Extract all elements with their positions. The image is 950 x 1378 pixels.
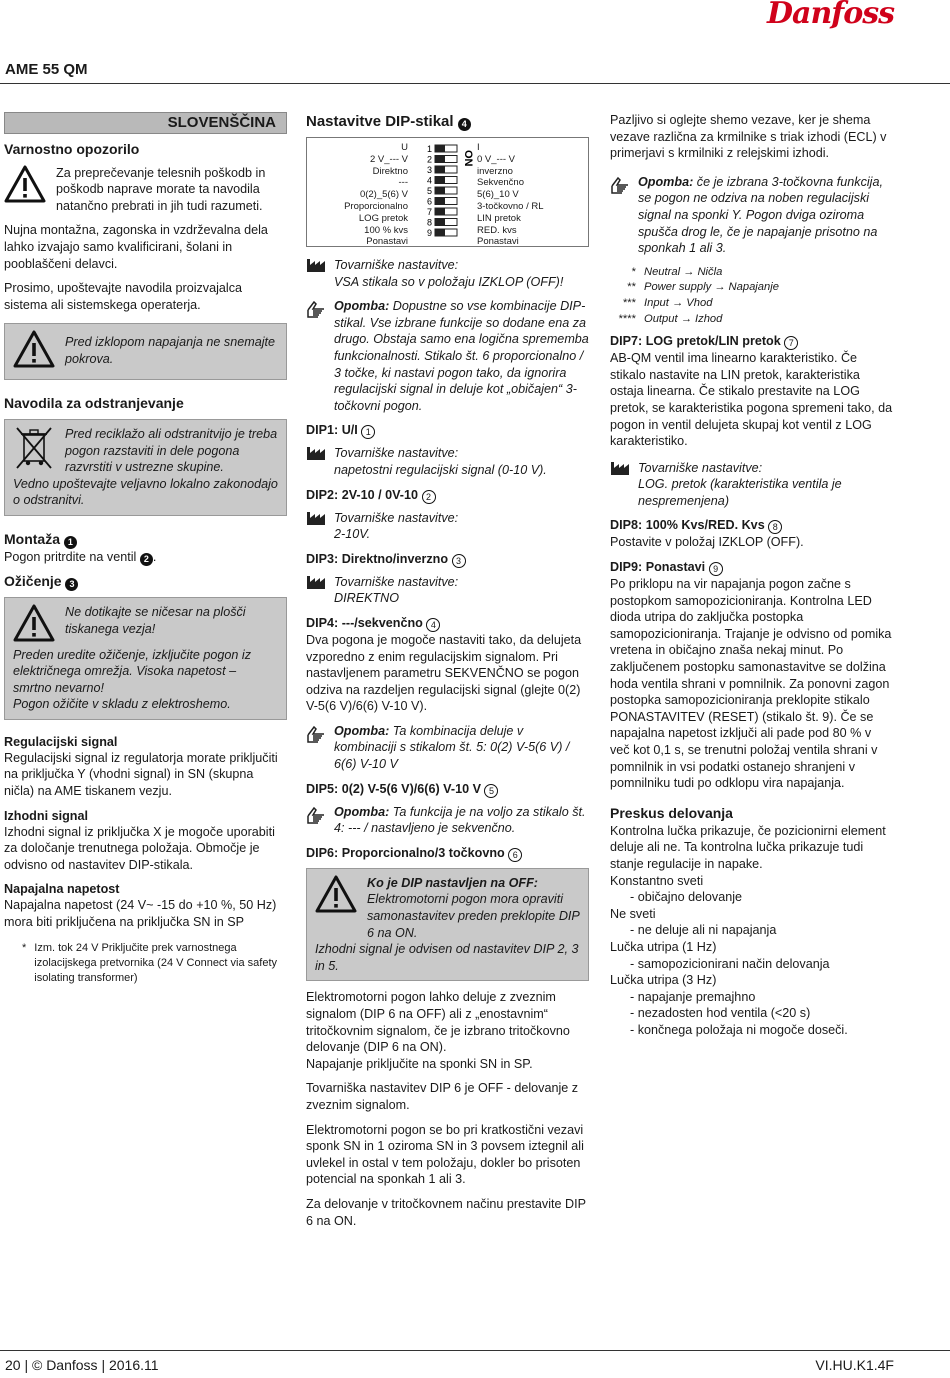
dip5-note: Opomba: Ta funkcija je na voljo za stikalo št. 4: --- / nastavljeno je sekvenčno. — [306, 804, 589, 837]
crossed-bin-icon — [13, 426, 55, 476]
dip6-paragraph-4: Elektromotorni pogon se bo pri kratkostični vezavi sponk SN in 1 oziroma SN in 3 povsem iztegnil ali uvlekel in ostal v tem položaju, dokler bo prisoten potencial na sponkah 1 ali 3. — [306, 1122, 584, 1187]
pointing-hand-icon — [306, 298, 328, 414]
brand-logo: Danfoss — [767, 0, 894, 31]
wiring-warning-2: Preden uredite ožičenje, izključite pogon iz električnega omrežja. Visoka napetost – smrtno nevarno! — [13, 647, 252, 695]
footnote: * Izm. tok 24 V Priključite prek varnostnega izolacijskega pretvornika (24 V Connect via safety isolating transformer) — [22, 941, 278, 984]
dip-right-label: 3-točkovno / RL — [477, 200, 544, 212]
step-number-badge: 4 — [458, 118, 471, 131]
dip-switch-figure — [306, 137, 589, 247]
dip7-title: DIP7: LOG pretok/LIN pretok 7 — [610, 333, 893, 350]
dip-switch-number: 6 — [427, 196, 433, 207]
column-1 — [4, 112, 287, 986]
dip-left-label: LOG pretok — [358, 212, 408, 224]
dip-left-label: Proporcionalno — [344, 200, 408, 212]
output-title: Izhodni signal — [4, 808, 88, 823]
legend-mark: **** — [618, 312, 636, 325]
dip6-paragraph-3: Tovarniška nastavitev DIP 6 je OFF - delovanje z zveznim signalom. — [306, 1081, 579, 1112]
legend-mark: * — [631, 265, 636, 278]
status-3: Lučka utripa (1 Hz) — [610, 939, 717, 954]
dip-switch-knob — [435, 187, 445, 194]
dip-right-labels — [477, 142, 544, 248]
status-4-detail-c: - končnega položaja ni mogoče doseči. — [630, 1022, 848, 1037]
footer-page-info: 20 | © Danfoss | 2016.11 — [5, 1357, 159, 1373]
dip4-text: Dva pogona je mogoče nastaviti tako, da delujeta vzporedno z enim regulacijskim signalom. Pri nastavljenem parametru SEKVENČNO se pogon odziva na razdeljen regulacijski signal (glejte 0(2) V-5(6 V)/6(6) V-10 V). — [306, 632, 582, 714]
doc-title: AME 55 QM — [5, 61, 88, 78]
dip-right-label: RED. kvs — [477, 224, 517, 236]
legend-row — [610, 280, 893, 296]
combo-note: Opomba: Dopustne so vse kombinacije DIP-stikal. Vse izbrane funkcije so dodane ena za drugo. Obstaja samo ena logična sprememba funkcionalnosti. Stikalo št. 6 proporcionalno / 3 točke, ki nastavi pogon tako, da ignorira regulacijski signal in deluje kot „običajen“ 3-točkovni pogon. — [306, 298, 589, 414]
factory-icon — [306, 510, 328, 543]
column-2 — [306, 112, 589, 1229]
disposal-text-2: Vedno upoštevajte veljavno lokalno zakonodajo o odstranitvi. — [13, 476, 278, 508]
status-1-detail: - običajno delovanje — [630, 890, 743, 905]
dip-switch-number: 1 — [427, 144, 433, 154]
safety-warning — [4, 165, 287, 215]
legend-row — [610, 265, 893, 281]
factory-icon — [306, 445, 328, 478]
dip-switch-number: 4 — [427, 175, 433, 186]
status-2-detail: - ne deluje ali ni napajanja — [630, 923, 777, 938]
mount-title: Montaža 1 — [4, 530, 287, 549]
dip2-title: DIP2: 2V-10 / 0V-10 2 — [306, 487, 589, 504]
step-number-badge: 3 — [65, 578, 78, 591]
dip4-title: DIP4: ---/sekvenčno 4 — [306, 615, 589, 632]
dip-switch-knob — [435, 229, 445, 236]
output-text: Izhodni signal iz priključka X je mogoče uporabiti za določanje trenutnega položaja. Območje je odvisno od nastavitev DIP-stikala. — [4, 824, 275, 872]
pointing-hand-icon — [610, 174, 632, 257]
wiring-warning-1: Ne dotikajte se ničesar na plošči tiskanega vezja! — [65, 604, 246, 636]
dip9-text: Po priklopu na vir napajanja pogon začne s postopkom samopozicioniranja. Kontrolna LED dioda utripa do zaključka postopka samopozicioniranja. Trajanje je odvisno od pomika vretena in običajno znaša nekaj minut. Po zaključenem postopku samonastavitve se dolžina hoda ventila shrani v pomnilnik. Za ponovni zagon postopka samopozicioniranja preklopite stikalo PONASTAVITEV (RESET) (stikalo št. 9). Če se napajalna napetost izključi ali pade pod 80 % v več kot 0,1 s, se trenutni položaj ventila shrani v pomnilnik in vsi podatki ostanejo shranjeni v pomnilniku tudi po odklopu vira napajanja. — [610, 577, 892, 791]
dip-switch-knob — [435, 198, 445, 205]
warning-triangle-icon — [13, 330, 55, 373]
dip7-text: AB-QM ventil ima linearno karakteristiko. Če stikalo nastavite na LIN pretok, karakteristika ostaja linearna. Če stikalo prestavite na LOG pretok, se karakteristika pogona spremeni tako, da pogon in ventil delujeta skupaj kot ventil z LOG karakteristiko. — [610, 351, 893, 449]
dip-left-label: U — [401, 142, 408, 153]
dip-left-label: Ponastavi — [366, 236, 408, 248]
dip-switch-number: 9 — [427, 228, 433, 238]
safety-paragraph-2: Prosimo, upoštevajte navodila proizvajalca sistema ali sistemskega operaterja. — [4, 281, 243, 312]
footer-doc-code: VI.HU.K1.4F — [815, 1357, 894, 1373]
dip-left-label: 2 V_--- V — [369, 153, 408, 165]
factory-all-note: Tovarniške nastavitve: VSA stikala so v položaju IZKLOP (OFF)! — [306, 257, 589, 290]
dip4-note: Opomba: Ta kombinacija deluje v kombinaciji s stikalom št. 5: 0(2) V-5(6 V) / 6(6) V-10 V — [306, 723, 589, 773]
dip-switch-knob — [435, 145, 445, 152]
dip-left-label: --- — [398, 177, 408, 189]
legend-mark: *** — [622, 296, 636, 309]
status-3-detail: - samopozicionirani način delovanja — [630, 956, 830, 971]
column-3 — [610, 112, 893, 1039]
dip-right-label: inverzno — [477, 165, 513, 177]
dip-switch-knob — [435, 166, 445, 173]
dip-right-label: 5(6)_10 V — [477, 189, 519, 201]
warning-triangle-icon — [13, 604, 55, 647]
dip-switch-knob — [435, 156, 445, 163]
ref-number-badge: 2 — [140, 553, 153, 566]
dip-left-label: Direktno — [372, 165, 408, 177]
warning-triangle-icon — [4, 165, 46, 215]
dip-left-labels — [344, 142, 408, 248]
status-4-detail-a: - napajanje premajhno — [630, 989, 756, 1004]
legend-text: Input → Vhod — [644, 296, 713, 309]
footer-rule — [0, 1350, 950, 1351]
dip3-factory: Tovarniške nastavitve: DIREKTNO — [306, 574, 589, 607]
dip1-title: DIP1: U/I 1 — [306, 422, 589, 439]
dip-switch-knob — [435, 177, 445, 184]
factory-icon — [610, 460, 632, 510]
dip6-paragraph-1: Elektromotorni pogon lahko deluje z zveznim signalom (DIP 6 na OFF) ali z „enostavnim“ tritočkovnim signalom, če je izbrano tritočkovno delovanje (DIP 6 na ON). — [306, 990, 570, 1055]
disposal-box — [4, 419, 287, 516]
supply-title: Napajalna napetost — [4, 882, 120, 897]
safety-warning-text: Za preprečevanje telesnih poškodb in poškodb naprave morate ta navodila natančno prebrati in jih tudi razumeti. — [56, 165, 266, 213]
disposal-text-1: Pred reciklažo ali odstranitvijo je treba pogon razstaviti in dele pogona razvrstiti v ustrezne skupine. — [65, 426, 278, 475]
status-1: Konstantno sveti — [610, 873, 704, 888]
factory-icon — [306, 257, 328, 290]
legend-mark: ** — [627, 281, 636, 294]
safety-paragraph-1: Nujna montažna, zagonska in vzdrževalna dela lahko izvajajo samo kvalificirani, šolani in pooblaščeni delavci. — [4, 223, 268, 271]
dip-switch-number: 5 — [427, 186, 433, 196]
dip-left-label: 100 % kvs — [364, 224, 408, 236]
dip-right-label: Sekvenčno — [477, 177, 525, 189]
step-number-badge: 1 — [64, 536, 77, 549]
status-4-detail-b: - nezadosten hod ventila (<20 s) — [630, 1006, 811, 1021]
dip-switch-number: 3 — [427, 165, 433, 175]
legend-text: Output → Izhod — [644, 312, 723, 325]
legend-row — [610, 312, 893, 328]
language-bar: SLOVENŠČINA — [4, 112, 287, 134]
pointing-hand-icon — [306, 723, 328, 773]
supply-text: Napajalna napetost (24 V~ -15 do +10 %, 50 Hz) mora biti priključena na priključka SN in SP — [4, 898, 277, 930]
dip9-title: DIP9: Ponastavi 9 — [610, 559, 893, 576]
dip-on-label: ON — [462, 150, 474, 167]
dip1-factory: Tovarniške nastavitve: napetostni regulacijski signal (0-10 V). — [306, 445, 589, 478]
terminal-legend — [610, 265, 893, 327]
dip-switch-number: 8 — [427, 217, 433, 228]
status-4: Lučka utripa (3 Hz) — [610, 973, 717, 988]
disposal-title: Navodila za odstranjevanje — [4, 394, 184, 411]
dip-switch-knob — [435, 219, 445, 226]
dip5-title: DIP5: 0(2) V-5(6 V)/6(6) V-10 V 5 — [306, 781, 589, 798]
regulation-text: Regulacijski signal iz regulatorja morate priključiti na priključka Y (vhodni signal) in SN (skupna ničla) na AME tiskanem vezju. — [4, 750, 278, 799]
legend-text: Neutral → Ničla — [644, 265, 723, 278]
cover-warning-box — [4, 323, 287, 380]
dip6-warning-box: Ko je DIP nastavljen na OFF: Elektromotorni pogon mora opraviti samonastavitev preden preklopite DIP 6 na ON. Izhodni signal je odvisen od nastavitev DIP 2, 3 in 5. — [306, 868, 589, 982]
factory-icon — [306, 574, 328, 607]
dip8-title: DIP8: 100% Kvs/RED. Kvs 8 — [610, 517, 893, 534]
dip-switch-number: 7 — [427, 207, 433, 217]
regulation-title: Regulacijski signal — [4, 734, 118, 749]
dip-left-label: 0(2)_5(6) V — [359, 189, 408, 201]
mount-text: Pogon pritrdite na ventil 2 . — [4, 549, 157, 564]
warning-triangle-icon — [315, 875, 357, 941]
dip-right-label: LIN pretok — [477, 212, 521, 224]
function-test-title: Preskus delovanja — [610, 804, 733, 821]
dip2-factory: Tovarniške nastavitve: 2-10V. — [306, 510, 589, 543]
cover-warning-text: Pred izklopom napajanja ne snemajte pokrova. — [65, 335, 276, 366]
status-2: Ne sveti — [610, 906, 656, 921]
dip7-factory: Tovarniške nastavitve: LOG. pretok (karakteristika ventila je nespremenjena) — [610, 460, 893, 510]
dip3-title: DIP3: Direktno/inverzno 3 — [306, 551, 589, 568]
pointing-hand-icon — [306, 804, 328, 837]
dip-switch-block — [425, 142, 474, 238]
three-point-note: Opomba: če je izbrana 3-točkovna funkcija, se pogon ne odziva na noben regulacijski signal na sponki Y. Pogon dviga oziroma spušča drog le, če je napajanje prisotno na sponkah 1 ali 3. — [610, 174, 893, 257]
dip-right-label: Ponastavi — [477, 236, 519, 248]
dip-right-label: 0 V_--- V — [477, 153, 516, 165]
wiring-intro: Pazljivo si oglejte shemo vezave, ker je shema vezave različna za krmilnike s triak izhodi (ECL) v primerjavi s krmilniki z relejskimi izhodi. — [610, 113, 887, 161]
dip-title: Nastavitve DIP-stikal 4 — [306, 112, 589, 131]
dip8-text: Postavite v položaj IZKLOP (OFF). — [610, 535, 804, 550]
wiring-warning-box — [4, 597, 287, 720]
dip6-paragraph-2: Napajanje priključite na sponki SN in SP. — [306, 1056, 533, 1071]
safety-title: Varnostno opozorilo — [4, 140, 140, 157]
header-rule — [0, 83, 950, 84]
legend-text: Power supply → Napajanje — [644, 281, 779, 294]
wiring-warning-3: Pogon ožičite v skladu z elektroshemo. — [13, 697, 231, 712]
legend-row — [610, 296, 893, 312]
function-test-text: Kontrolna lučka prikazuje, če pozicionirni element deluje ali ne. Ta kontrolna lučka prikazuje tudi stanje regulacije in napake. — [610, 823, 886, 871]
dip-switch-number: 2 — [427, 154, 433, 165]
dip6-title: DIP6: Proporcionalno/3 točkovno 6 — [306, 845, 589, 862]
wiring-title: Ožičenje 3 — [4, 572, 287, 591]
dip-right-label: I — [477, 142, 480, 153]
dip6-paragraph-5: Za delovanje v tritočkovnem načinu prestavite DIP 6 na ON. — [306, 1196, 586, 1228]
dip-switch-knob — [435, 208, 445, 215]
